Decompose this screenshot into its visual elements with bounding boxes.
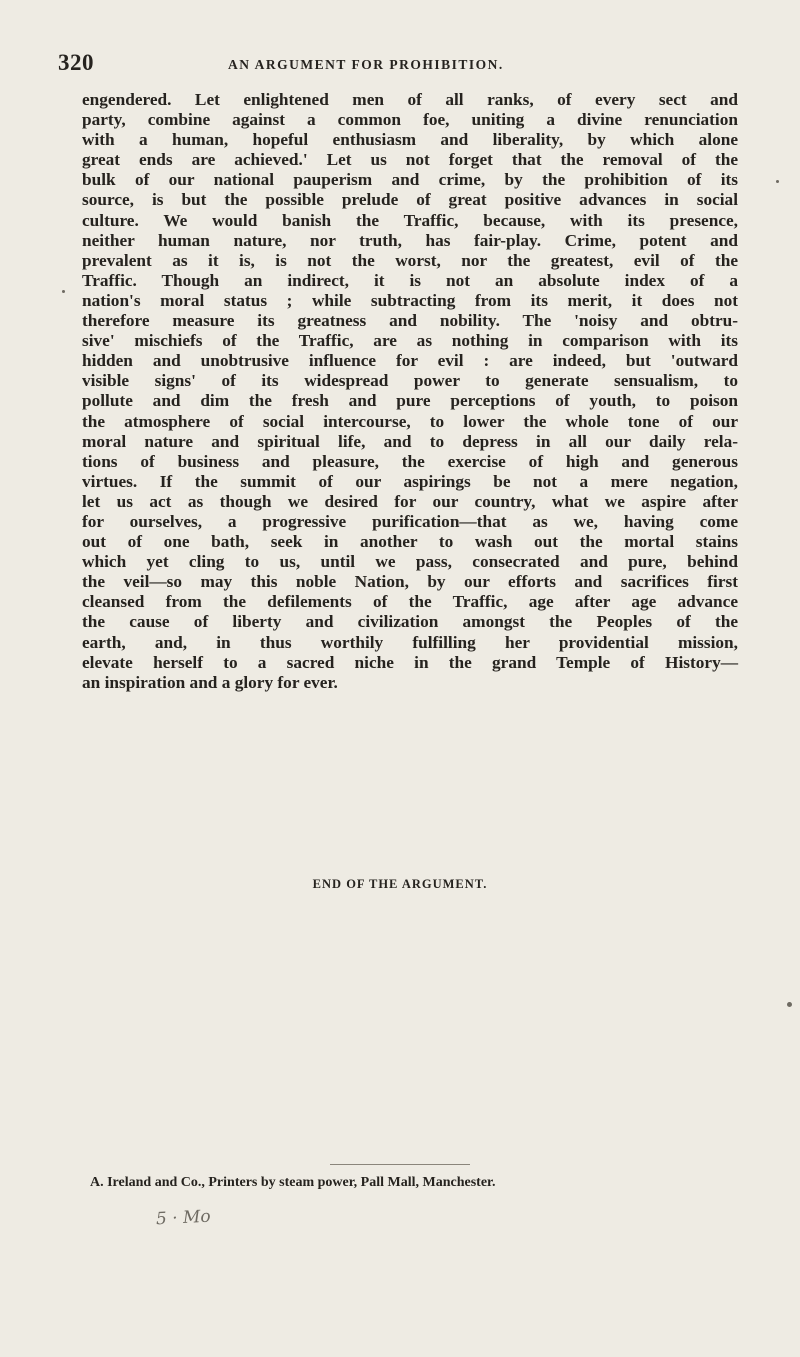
text-line: culture. We would banish the Traffic, because, with its presence, bbox=[82, 210, 738, 230]
text-line: nation's moral status ; while subtracting from its merit, it does not bbox=[82, 290, 738, 310]
text-line: for ourselves, a progressive purification—that as we, having come bbox=[82, 511, 738, 531]
text-line: pollute and dim the fresh and pure perceptions of youth, to poison bbox=[82, 391, 738, 411]
end-of-argument-heading: END OF THE ARGUMENT. bbox=[312, 877, 488, 891]
text-line: the atmosphere of social intercourse, to lower the whole tone of our bbox=[82, 411, 738, 431]
text-line: an inspiration and a glory for ever. bbox=[82, 672, 338, 692]
text-line: virtues. If the summit of our aspirings be not a mere negation, bbox=[82, 471, 738, 491]
divider-rule bbox=[330, 1164, 470, 1165]
page-number: 320 bbox=[58, 50, 94, 75]
text-line: neither human nature, nor truth, has fair-play. Crime, potent and bbox=[82, 230, 738, 250]
text-line: Traffic. Though an indirect, it is not an absolute index of a bbox=[82, 270, 738, 290]
text-line: elevate herself to a sacred niche in the grand Temple of History— bbox=[82, 652, 738, 672]
text-line: moral nature and spiritual life, and to depress in all our daily rela- bbox=[82, 431, 738, 451]
text-line: which yet cling to us, until we pass, consecrated and pure, behind bbox=[82, 552, 738, 572]
text-line: hidden and unobtrusive influence for evil : are indeed, but 'outward bbox=[82, 351, 738, 371]
text-line: prevalent as it is, is not the worst, nor the greatest, evil of the bbox=[82, 250, 738, 270]
ink-speck bbox=[62, 290, 65, 293]
text-line: party, combine against a common foe, uniting a divine renunciation bbox=[82, 110, 738, 130]
ink-speck bbox=[776, 180, 779, 183]
handwritten-note: 5 · Mo bbox=[155, 1206, 212, 1230]
text-line: sive' mischiefs of the Traffic, are as nothing in comparison with its bbox=[82, 331, 738, 351]
text-line: visible signs' of its widespread power to generate sensualism, to bbox=[82, 371, 738, 391]
text-line: let us act as though we desired for our country, what we aspire after bbox=[82, 491, 738, 511]
text-line: cleansed from the defilements of the Traffic, age after age advance bbox=[82, 592, 738, 612]
text-line: out of one bath, seek in another to wash out the mortal stains bbox=[82, 532, 738, 552]
printer-imprint: A. Ireland and Co., Printers by steam power, Pall Mall, Manchester. bbox=[90, 1175, 496, 1190]
text-line: bulk of our national pauperism and crime, by the prohibition of its bbox=[82, 170, 738, 190]
text-line: the cause of liberty and civilization amongst the Peoples of the bbox=[82, 612, 738, 632]
running-head bbox=[58, 50, 758, 80]
text-line: earth, and, in thus worthily fulfilling her providential mission, bbox=[82, 632, 738, 652]
text-line: engendered. Let enlightened men of all ranks, of every sect and bbox=[82, 90, 738, 109]
running-title: AN ARGUMENT FOR PROHIBITION. bbox=[228, 57, 504, 72]
text-line: great ends are achieved.' Let us not forget that the removal of the bbox=[82, 150, 738, 170]
body-paragraph bbox=[82, 90, 738, 693]
text-line: source, is but the possible prelude of great positive advances in social bbox=[82, 190, 738, 210]
ink-speck bbox=[787, 1002, 792, 1007]
text-line: therefore measure its greatness and nobility. The 'noisy and obtru- bbox=[82, 311, 738, 331]
text-line: the veil—so may this noble Nation, by our efforts and sacrifices first bbox=[82, 572, 738, 592]
text-line: with a human, hopeful enthusiasm and liberality, by which alone bbox=[82, 130, 738, 150]
text-line: tions of business and pleasure, the exercise of high and generous bbox=[82, 451, 738, 471]
